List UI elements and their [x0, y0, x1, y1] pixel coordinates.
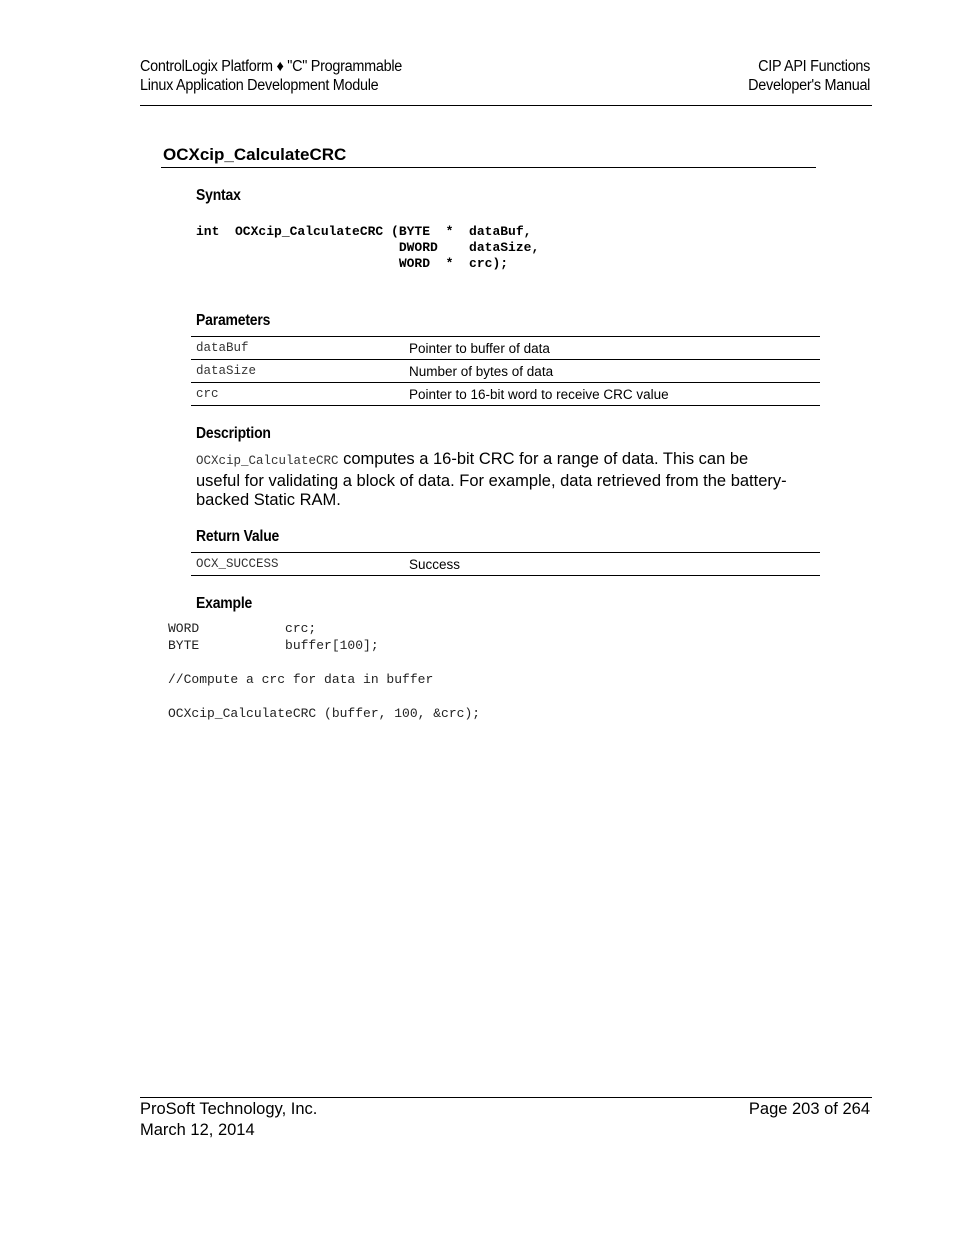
param-desc: Pointer to 16-bit word to receive CRC value: [404, 383, 820, 406]
param-name: crc: [191, 383, 404, 406]
footer-date: March 12, 2014: [140, 1121, 255, 1139]
title-rule: [161, 167, 816, 168]
header-manual-name: Developer's Manual: [748, 77, 870, 94]
parameters-heading: Parameters: [196, 312, 271, 329]
param-desc: Number of bytes of data: [404, 360, 820, 383]
table-row: [191, 360, 820, 383]
header-module-name: Linux Application Development Module: [140, 77, 379, 94]
footer-company: ProSoft Technology, Inc.: [140, 1100, 318, 1118]
example-heading: Example: [196, 595, 253, 612]
description-body: computes a 16-bit CRC for a range of data. This can be useful for validating a block of data. For example, data retrieved from the battery-backed Static RAM.: [196, 450, 787, 509]
table-row: [191, 337, 820, 360]
syntax-code: int OCXcip_CalculateCRC (BYTE * dataBuf, DWORD dataSize, WORD * crc);: [196, 224, 540, 271]
return-desc: Success: [404, 553, 820, 576]
return-code: OCX_SUCCESS: [191, 553, 404, 576]
header-section-name: CIP API Functions: [758, 58, 870, 75]
example-code: WORD crc; BYTE buffer[100]; //Compute a crc for data in buffer OCXcip_CalculateCRC (buffer, 100, &crc);: [168, 621, 481, 721]
param-name: dataSize: [191, 360, 404, 383]
footer-right: [749, 1099, 870, 1120]
running-header-right: [748, 57, 870, 95]
description-func-name: OCXcip_CalculateCRC: [196, 454, 339, 468]
running-header-left: [140, 57, 402, 95]
table-row: [191, 383, 820, 406]
param-name: dataBuf: [191, 337, 404, 360]
description-text: [196, 450, 796, 511]
return-value-heading: Return Value: [196, 528, 280, 545]
function-title: OCXcip_CalculateCRC: [163, 145, 347, 164]
footer-left: [140, 1099, 317, 1141]
header-product-line: ControlLogix Platform ♦ "C" Programmable: [140, 58, 402, 75]
description-heading: Description: [196, 425, 271, 442]
table-row: [191, 553, 820, 576]
page-number: Page 203 of 264: [748, 1100, 870, 1118]
header-rule: [140, 105, 872, 106]
footer-rule: [140, 1097, 872, 1098]
parameters-table: [191, 336, 820, 406]
syntax-heading: Syntax: [196, 187, 241, 204]
param-desc: Pointer to buffer of data: [404, 337, 820, 360]
return-value-table: [191, 552, 820, 576]
